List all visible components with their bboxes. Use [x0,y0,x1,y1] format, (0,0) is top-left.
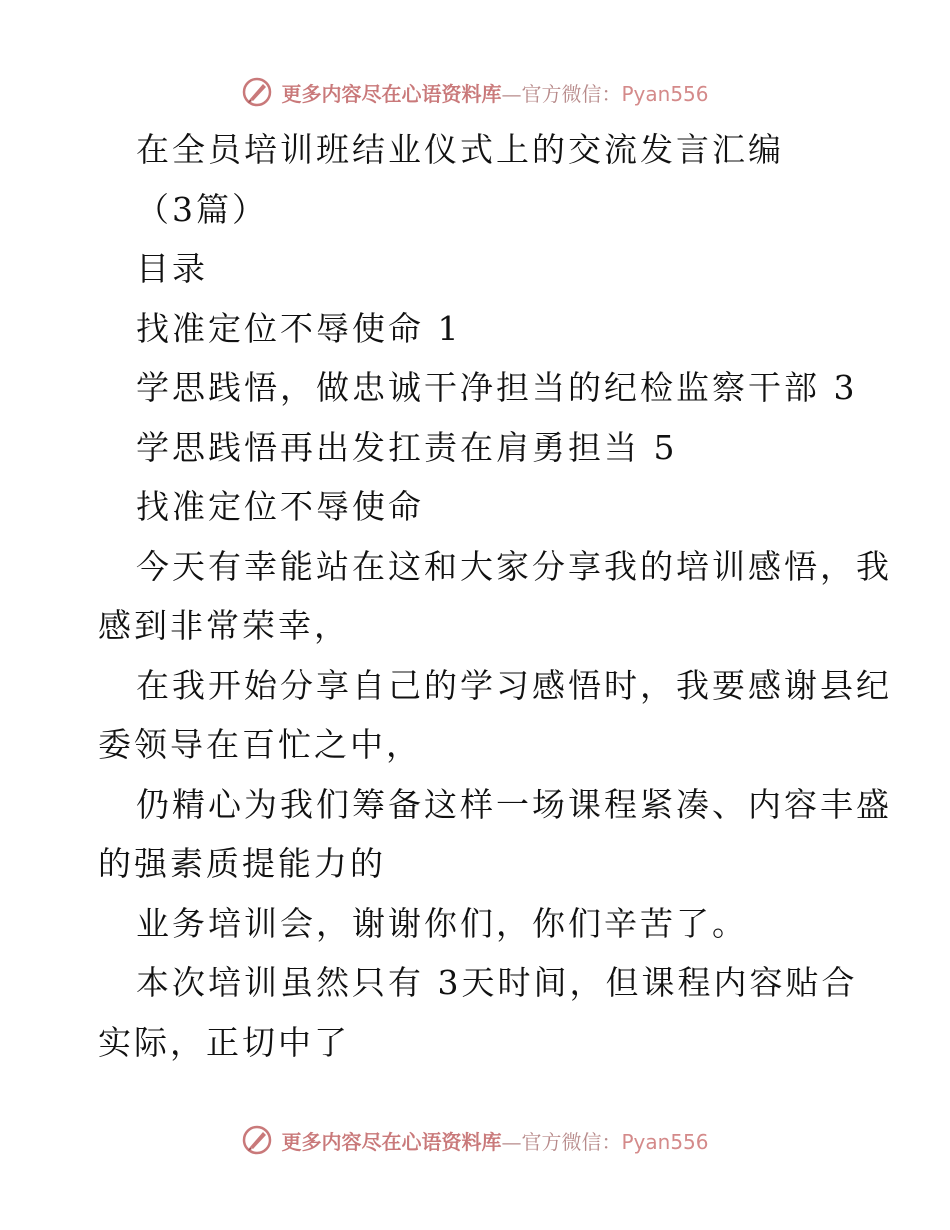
quill-logo-icon [241,76,273,108]
document-body [98,120,892,1072]
paragraph-line: 感到非常荣幸， [98,606,350,645]
quill-logo-icon [241,1124,273,1156]
paragraph-line: 的强素质提能力的 [98,844,386,883]
toc-entry: 找准定位不辱使命 1 [136,308,462,348]
paragraph-line: 本次培训虽然只有 3天时间，但课程内容贴合 [136,963,858,1002]
header-watermark [0,72,950,112]
watermark-text: 更多内容尽在心语资料库—官方微信：Pyan556 [281,81,709,106]
paragraph-line: 在我开始分享自己的学习感悟时，我要感谢县纪 [136,665,892,705]
document-title: 在全员培训班结业仪式上的交流发言汇编 [136,130,784,169]
paragraph-line: 仍精心为我们筹备这样一场课程紧凑、内容丰盛 [136,784,892,824]
paragraph-line: 今天有幸能站在这和大家分享我的培训感悟，我 [136,546,892,586]
toc-entry: 学思践悟，做忠诚干净担当的纪检监察干部 3 [136,368,858,407]
paragraph-line: 委领导在百忙之中， [98,725,422,764]
paragraph-line: 业务培训会，谢谢你们，你们辛苦了。 [136,903,748,943]
toc-heading: 目录 [136,249,208,288]
footer-watermark [0,1120,950,1160]
document-title-count: （3篇） [136,189,268,229]
paragraph-line: 实际，正切中了 [98,1022,350,1062]
section-heading: 找准定位不辱使命 [136,487,424,526]
watermark-text: 更多内容尽在心语资料库—官方微信：Pyan556 [281,1129,709,1154]
toc-entry: 学思践悟再出发扛责在肩勇担当 5 [136,427,678,467]
